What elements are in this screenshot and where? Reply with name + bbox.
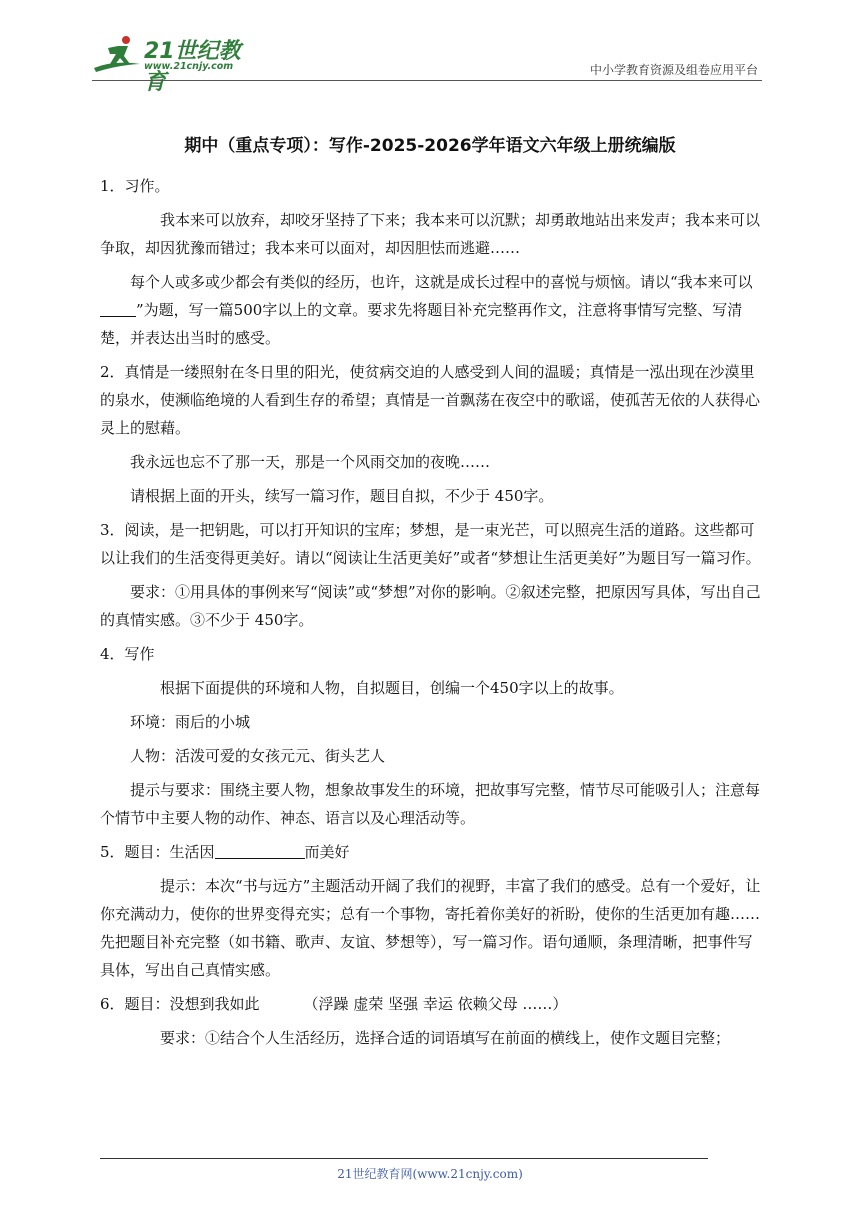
header-platform-text: 中小学教育资源及组卷应用平台: [589, 63, 758, 77]
q4-paragraph-1: 根据下面提供的环境和人物，自拟题目，创编一个450字以上的故事。: [160, 679, 624, 697]
logo: [92, 34, 262, 95]
q4-paragraph-2: 环境：雨后的小城: [130, 713, 251, 731]
q5-heading: [100, 838, 764, 866]
q3-paragraph-1: 要求：①用具体的事例来写“阅读”或“梦想”对你的影响。②叙述完整，把原因写具体，写出自己的真情实感。③不少于 450字。: [100, 583, 761, 629]
q4-paragraph-4: 提示与要求：围绕主要人物，想象故事发生的环境，把故事写完整，情节尽可能吸引人；注意每个情节中主要人物的动作、神态、语言以及心理活动等。: [100, 781, 761, 827]
q1-title-blank: [100, 300, 136, 317]
q2-heading: 2．真情是一缕照射在冬日里的阳光，使贫病交迫的人感受到人间的温暖；真情是一泓出现在沙漠里的泉水，使濒临绝境的人看到生存的希望；真情是一首飘荡在夜空中的歌谣，使孤苦无依的人获得心灵上的慰藉。: [100, 363, 761, 437]
q6-heading-a: 6．题目：没想到我如此: [100, 995, 260, 1013]
q5-title-blank: [215, 842, 305, 859]
q3-heading: 3．阅读，是一把钥匙，可以打开知识的宝库；梦想，是一束光芒，可以照亮生活的道路。这些都可以让我们的生活变得更美好。请以“阅读让生活更美好”或者“梦想让生活更美好”为题目写一篇习作。: [100, 521, 761, 567]
q1-heading: 1．习作。: [100, 177, 170, 195]
q6-heading-b: （浮躁 虚荣 坚强 幸运 依赖父母 ……）: [303, 995, 568, 1013]
q6-paragraph-1: 要求：①结合个人生活经历，选择合适的词语填写在前面的横线上，使作文题目完整；: [160, 1029, 731, 1047]
q1-paragraph-2: [100, 268, 764, 352]
q1-paragraph-1: 我本来可以放弃，却咬牙坚持了下来；我本来可以沉默；却勇敢地站出来发声；我本来可以争取，却因犹豫而错过；我本来可以面对，却因胆怯而逃避……: [100, 211, 761, 257]
page-footer: 21世纪教育网(www.21cnjy.com): [337, 1167, 523, 1181]
q5-heading-a: 5．题目：生活因: [100, 843, 215, 861]
q2-paragraph-2: 请根据上面的开头，续写一篇习作，题目自拟，不少于 450字。: [130, 487, 554, 505]
q1-p2-text-b: ”为题，写一篇500字以上的文章。要求先将题目补充完整再作文，注意将事情写完整、写清楚，并表达出当时的感受。: [100, 301, 743, 347]
page-header: [92, 30, 760, 95]
document-body: [100, 172, 764, 1052]
q5-heading-b: 而美好: [304, 843, 350, 861]
q2-paragraph-1: 我永远也忘不了那一天，那是一个风雨交加的夜晚……: [130, 453, 491, 471]
q4-paragraph-3: 人物：活泼可爱的女孩元元、街头艺人: [130, 747, 386, 765]
footer-divider: [100, 1158, 708, 1159]
logo-text: 21世纪教育: [144, 39, 241, 95]
q6-heading: [100, 990, 764, 1018]
q1-p2-text-a: 每个人或多或少都会有类似的经历，也许，这就是成长过程中的喜悦与烦恼。请以“我本来可以: [130, 273, 753, 291]
runner-logo-icon: [92, 34, 144, 78]
q4-heading: 4．写作: [100, 645, 155, 663]
q5-paragraph-1: 提示：本次“书与远方”主题活动开阔了我们的视野，丰富了我们的感受。总有一个爱好，让你充满动力，使你的世界变得充实；总有一个事物，寄托着你美好的祈盼，使你的生活更加有趣……先把题目补充完整（如书籍、歌声、友谊、梦想等），写一篇习作。语句通顺，条理清晰，把事件写具体，写出自己真情实感。: [100, 877, 761, 979]
header-divider: [92, 80, 762, 81]
page-title: 期中（重点专项）：写作-2025-2026学年语文六年级上册统编版: [184, 136, 676, 156]
logo-url: www.21cnjy.com: [144, 61, 234, 72]
